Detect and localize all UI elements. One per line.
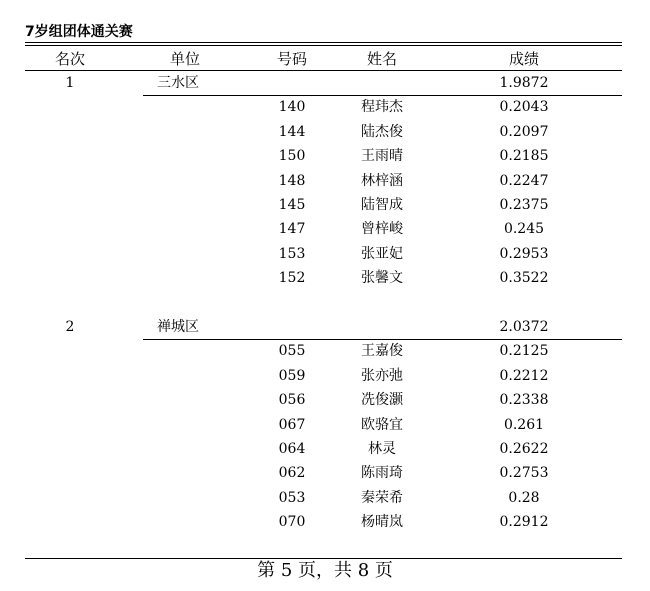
member-number: 147 [278, 221, 306, 238]
member-number: 152 [278, 270, 306, 287]
header-bottom-rule [25, 70, 622, 71]
member-number: 055 [278, 343, 306, 360]
column-header-number: 号码 [276, 50, 307, 68]
member-score: 0.2912 [499, 514, 549, 531]
member-score: 0.2622 [499, 441, 549, 457]
member-score: 0.245 [503, 221, 545, 238]
column-header-unit: 单位 [169, 50, 200, 68]
member-score: 0.2125 [499, 343, 549, 360]
member-score: 0.2247 [499, 172, 549, 189]
member-number: 059 [278, 367, 306, 384]
member-name: 王雨晴 [361, 148, 403, 165]
member-number: 140 [278, 99, 306, 116]
member-name: 陆杰俊 [361, 123, 403, 140]
member-score: 0.2375 [499, 197, 549, 213]
member-score: 0.3522 [499, 270, 549, 287]
member-score: 0.2185 [499, 148, 549, 165]
member-name: 杨晴岚 [361, 514, 403, 531]
page-title: 7岁组团体通关赛 [25, 24, 133, 40]
member-name: 程玮杰 [361, 99, 403, 116]
member-score: 0.261 [503, 416, 545, 433]
member-number: 053 [278, 489, 306, 506]
member-number: 056 [278, 392, 306, 409]
team-unit: 三水区 [157, 75, 199, 91]
page-footer: 第 5 页，共 8 页 [257, 560, 393, 581]
member-score: 0.2338 [499, 392, 549, 409]
header-top-rule [25, 42, 622, 43]
member-score: 0.28 [508, 489, 540, 506]
member-number: 062 [278, 465, 306, 482]
member-name: 林灵 [368, 441, 396, 457]
column-header-score: 成绩 [508, 50, 539, 68]
member-name: 冼俊灏 [361, 392, 403, 409]
team-total-score: 2.0372 [499, 319, 549, 335]
member-name: 曾梓峻 [361, 221, 403, 238]
member-number: 145 [278, 197, 306, 213]
member-score: 0.2753 [499, 465, 549, 482]
member-number: 067 [278, 416, 306, 433]
member-name: 王嘉俊 [361, 343, 403, 360]
member-number: 150 [278, 148, 306, 165]
member-number: 153 [278, 245, 306, 262]
team-unit: 禅城区 [157, 319, 199, 335]
column-header-name: 姓名 [366, 50, 397, 68]
member-number: 148 [278, 172, 306, 189]
member-name: 陈雨琦 [361, 465, 403, 482]
member-name: 张亦弛 [361, 367, 403, 384]
team-rank: 1 [65, 75, 75, 91]
member-score: 0.2097 [499, 123, 549, 140]
member-number: 064 [278, 441, 306, 457]
member-score: 0.2212 [499, 367, 549, 384]
header-top-rule-2 [25, 45, 622, 46]
member-number: 144 [278, 123, 306, 140]
member-name: 张亚妃 [361, 245, 403, 262]
member-name: 欧骆宜 [361, 416, 403, 433]
member-score: 0.2043 [499, 99, 549, 116]
member-name: 林梓涵 [361, 172, 403, 189]
member-number: 070 [278, 514, 306, 531]
team-rank: 2 [65, 319, 75, 335]
member-name: 秦荣希 [361, 489, 403, 506]
member-name: 张馨文 [361, 270, 403, 287]
team-total-score: 1.9872 [499, 75, 549, 91]
member-score: 0.2953 [499, 245, 549, 262]
column-header-rank: 名次 [54, 50, 85, 68]
member-name: 陆智成 [361, 197, 403, 213]
